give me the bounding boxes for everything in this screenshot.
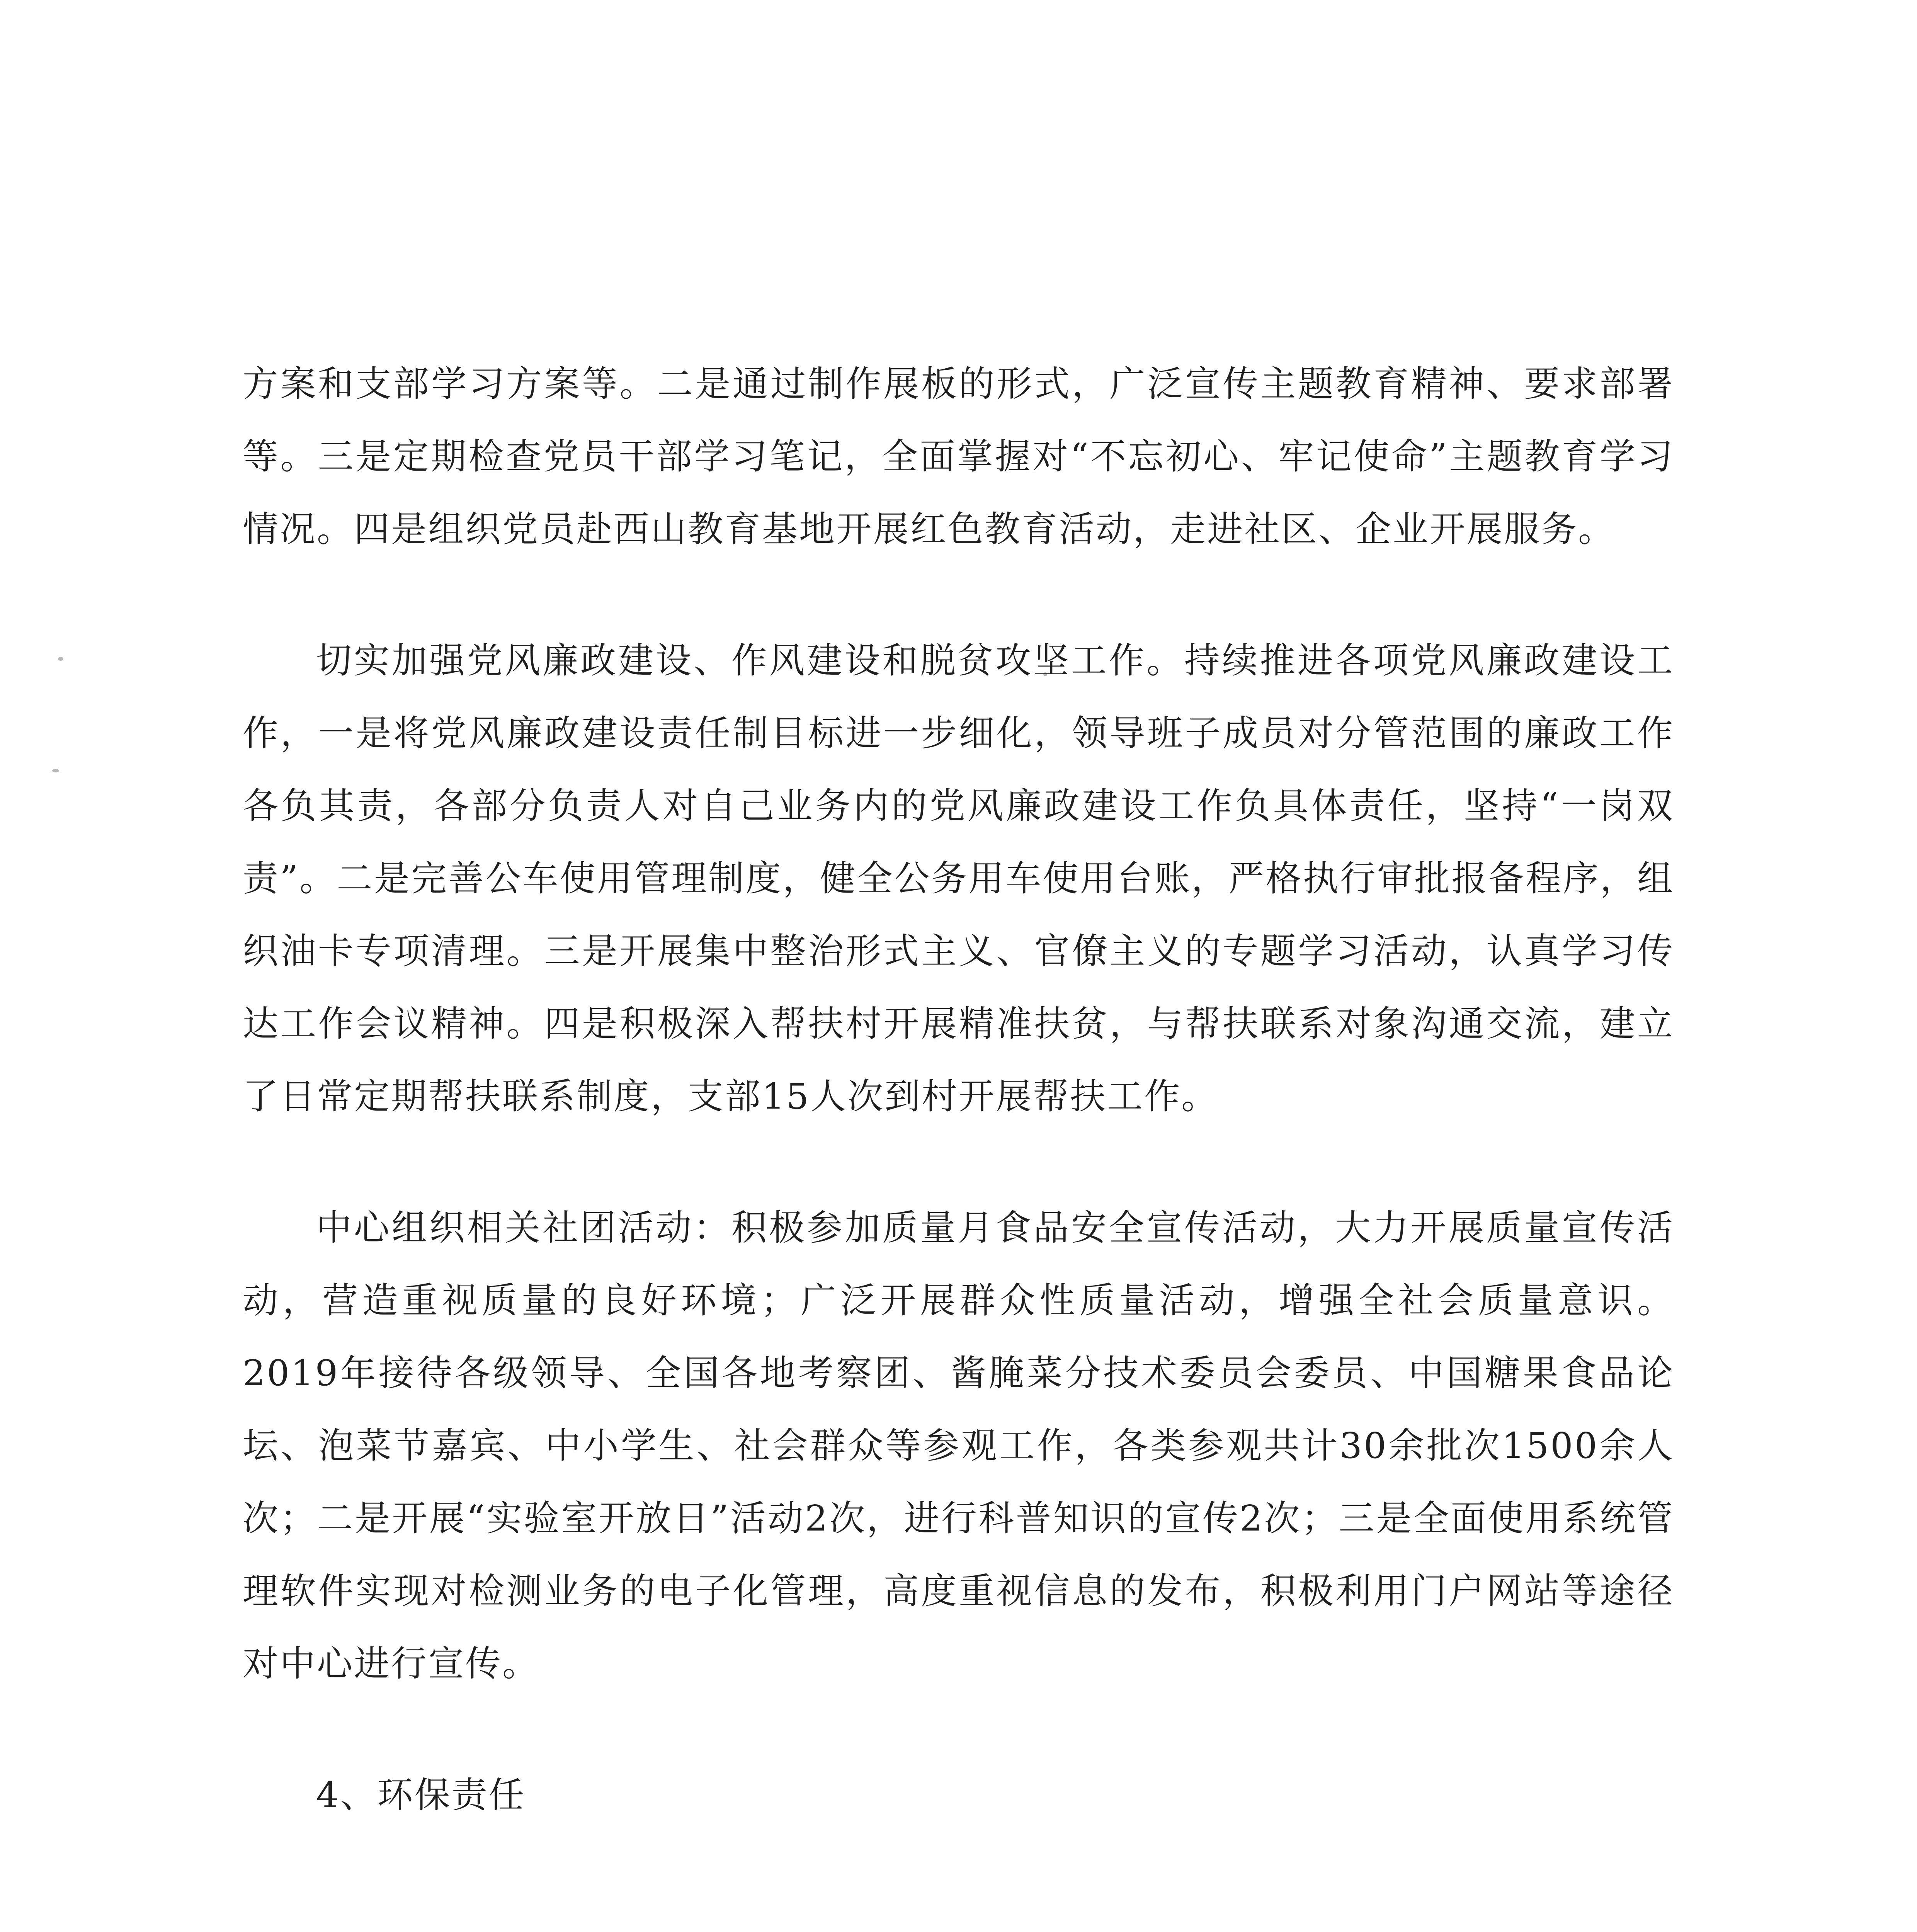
scan-speck: [58, 657, 63, 661]
paragraph-integrity-building: 切实加强党风廉政建设、作风建设和脱贫攻坚工作。持续推进各项党风廉政建设工作，一是将党风廉政建设责任制目标进一步细化，领导班子成员对分管范围的廉政工作各负其责，各部分负责人对自己业务内的党风廉政建设工作负具体责任，坚持“一岗双责”。二是完善公车使用管理制度，健全公务用车使用台账，严格执行审批报备程序，组织油卡专项清理。三是开展集中整治形式主义、官僚主义的专题学习活动，认真学习传达工作会议精神。四是积极深入帮扶村开展精准扶贫，与帮扶联系对象沟通交流，建立了日常定期帮扶联系制度，支部15人次到村开展帮扶工作。: [243, 640, 1674, 1117]
section-heading-environmental-responsibility: 4、环保责任: [316, 1774, 526, 1816]
scan-speck: [52, 769, 59, 772]
paragraph-gap: [243, 1700, 1674, 1759]
paragraph-community-activities: 中心组织相关社团活动：积极参加质量月食品安全宣传活动，大力开展质量宣传活动，营造重视质量的良好环境；广泛开展群众性质量活动，增强全社会质量意识。2019年接待各级领导、全国各地考察团、酱腌菜分技术委员会委员、中国糖果食品论坛、泡菜节嘉宾、中小学生、社会群众等参观工作，各类参观共计30余批次1500余人次；二是开展“实验室开放日”活动2次，进行科普知识的宣传2次；三是全面使用系统管理软件实现对检测业务的电子化管理，高度重视信息的发布，积极利用门户网站等途径对中心进行宣传。: [243, 1207, 1674, 1684]
document-body: [243, 348, 1674, 1832]
paragraph-study-plan: 方案和支部学习方案等。二是通过制作展板的形式，广泛宣传主题教育精神、要求部署等。三是定期检查党员干部学习笔记，全面掌握对“不忘初心、牢记使命”主题教育学习情况。四是组织党员赴西山教育基地开展红色教育活动，走进社区、企业开展服务。: [243, 363, 1674, 550]
paragraph-gap: [243, 566, 1674, 624]
paragraph-gap: [243, 1133, 1674, 1192]
